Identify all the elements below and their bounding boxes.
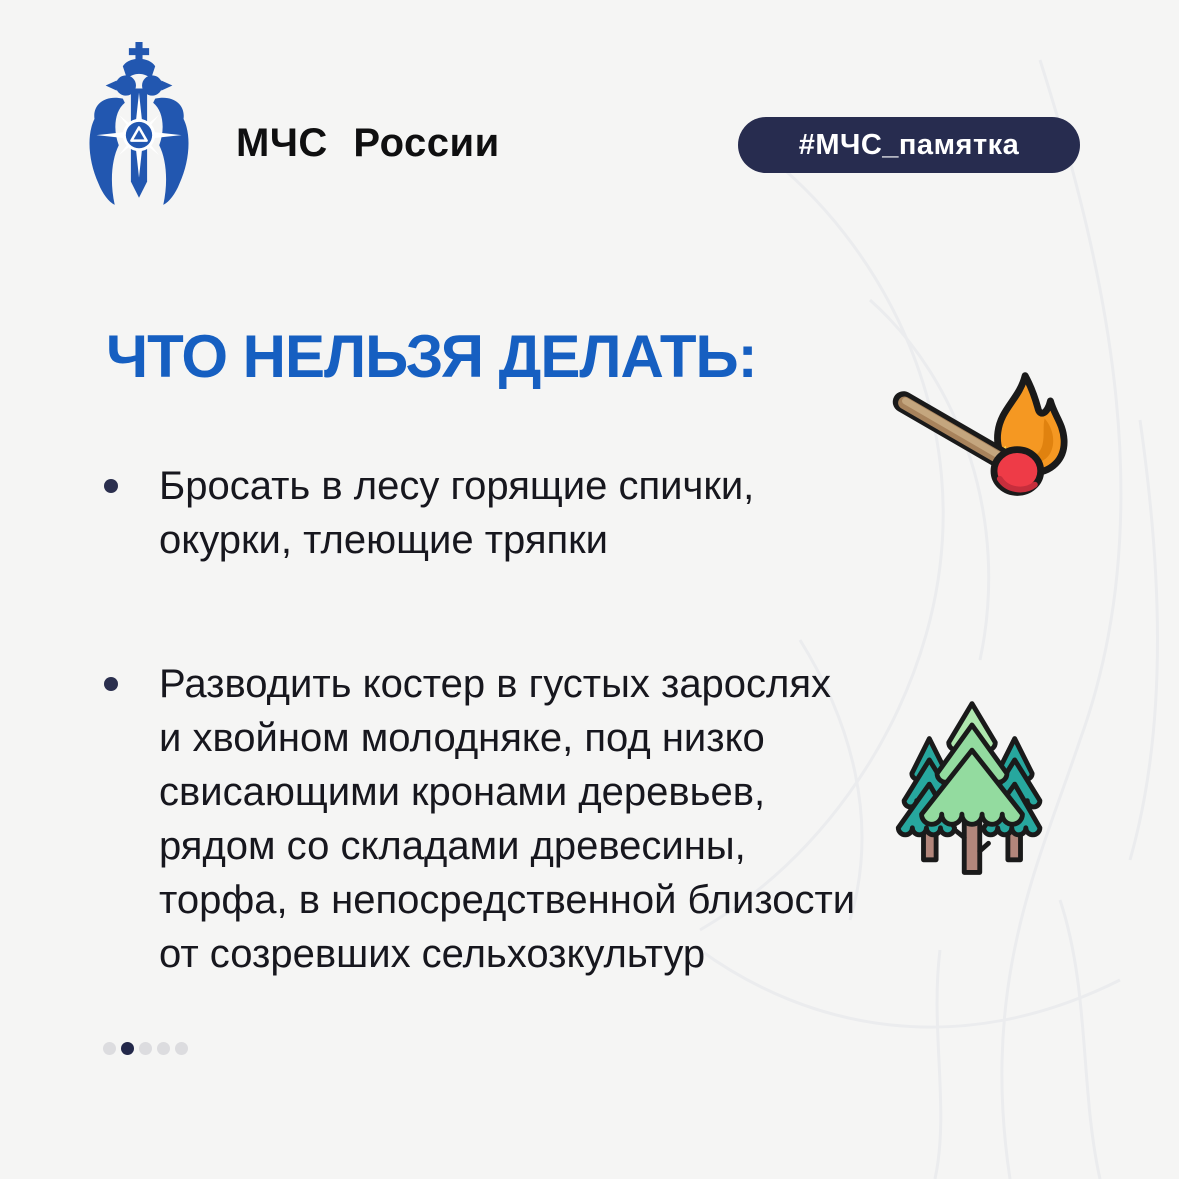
hashtag-badge[interactable] bbox=[738, 117, 1080, 173]
pagination-dot-2[interactable] bbox=[121, 1042, 134, 1055]
rule-line: от созревших сельхозкультур bbox=[159, 932, 706, 976]
pagination-dot-3[interactable] bbox=[139, 1042, 152, 1055]
pagination-dot-1[interactable] bbox=[103, 1042, 116, 1055]
brand-title: МЧС России bbox=[236, 121, 500, 165]
bullet-marker bbox=[104, 479, 118, 493]
burning-match-icon bbox=[883, 362, 1068, 508]
rule-item-text bbox=[159, 657, 855, 981]
pine-trees-icon bbox=[893, 692, 1051, 886]
rule-line: рядом со складами древесины, bbox=[159, 824, 746, 868]
mchs-eagle-emblem-logo bbox=[78, 42, 200, 214]
pagination-dot-4[interactable] bbox=[157, 1042, 170, 1055]
rule-line: Бросать в лесу горящие спички, bbox=[159, 464, 755, 508]
hashtag-badge-label: #МЧС_памятка bbox=[798, 128, 1020, 161]
rule-line: торфа, в непосредственной близости bbox=[159, 878, 856, 922]
pagination-dot-5[interactable] bbox=[175, 1042, 188, 1055]
rule-line: окурки, тлеющие тряпки bbox=[159, 518, 608, 562]
rule-item-campfire bbox=[104, 657, 855, 981]
bullet-marker bbox=[104, 677, 118, 691]
pagination bbox=[103, 1042, 188, 1055]
rule-line: свисающими кронами деревьев, bbox=[159, 770, 766, 814]
rule-line: Разводить костер в густых зарослях bbox=[159, 662, 832, 706]
rule-item-text bbox=[159, 459, 754, 567]
rule-item-matches bbox=[104, 459, 754, 567]
page-title: ЧТО НЕЛЬЗЯ ДЕЛАТЬ: bbox=[106, 323, 757, 390]
rule-line: и хвойном молодняке, под низко bbox=[159, 716, 765, 760]
